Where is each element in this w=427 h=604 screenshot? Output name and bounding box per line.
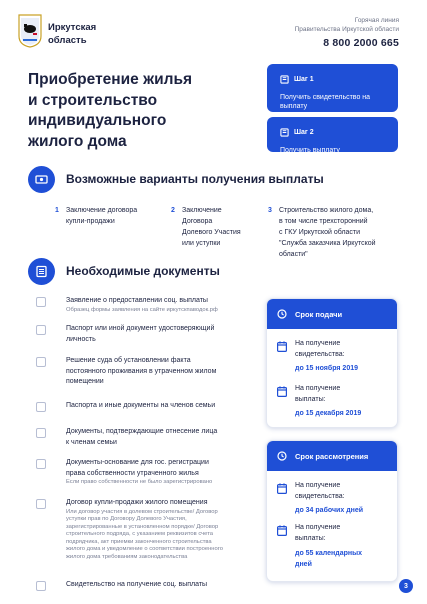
entry-date: до 15 ноября 2019 <box>295 365 358 372</box>
item-subtext: Если право собственности не было зарегистрировано <box>66 479 213 485</box>
item-text <box>66 356 258 388</box>
entry-label <box>295 384 340 405</box>
step-1-badge <box>280 75 314 84</box>
item-line: личность <box>66 335 96 343</box>
entry-line: выплаты: <box>295 534 326 542</box>
item-line: Решение суда об установлении факта <box>66 357 191 364</box>
entry-line: выплаты: <box>295 395 326 403</box>
checkbox[interactable] <box>36 459 46 469</box>
money-icon <box>28 166 55 193</box>
item-subtext: зарегистрированные в установленном порядке/ Договор <box>66 523 219 530</box>
variant-line: в том числе трехсторонний <box>279 218 368 225</box>
step-2-card <box>267 117 398 152</box>
item-subtext: жилого дома и уведомление о соответствии построенного <box>66 546 223 553</box>
item-line: Свидетельство на получение соц. выплаты <box>66 581 208 588</box>
entry-line: свидетельства: <box>295 350 345 358</box>
item-line: Документы, подтверждающие отнесение лица <box>66 428 218 435</box>
step-2-text: Получить выплату <box>280 147 340 154</box>
header <box>0 0 427 58</box>
item-text <box>66 324 258 345</box>
document-list-icon <box>28 258 55 285</box>
variant-text <box>182 205 241 249</box>
item-text <box>66 296 258 314</box>
item-text <box>66 458 258 487</box>
region-line1: Иркутская <box>48 22 97 33</box>
entry-line: На получение <box>295 385 341 392</box>
variant-text <box>279 205 376 260</box>
item-line: Договор купли-продажи жилого помещения <box>66 499 208 506</box>
variant-line: купли-продажи <box>66 218 115 225</box>
deadline-card <box>266 298 398 428</box>
review-card <box>266 440 398 582</box>
checkbox[interactable] <box>36 402 46 412</box>
variant-number: 3 <box>268 207 272 214</box>
entry-date-line: дней <box>295 560 312 568</box>
title-line1: Приобретение жилья <box>28 71 193 88</box>
region-line2: область <box>48 35 87 46</box>
entry-date <box>295 549 362 570</box>
variant-line: Строительство жилого дома, <box>279 207 374 214</box>
title-line3: индивидуального <box>28 112 167 129</box>
item-line: Заявление о предоставлении соц. выплаты <box>66 297 208 304</box>
entry-label <box>295 339 345 360</box>
deadline-card-title: Срок подачи <box>295 309 343 319</box>
calendar-icon <box>277 386 287 397</box>
step-2-badge <box>280 128 314 137</box>
entry-label <box>295 523 340 544</box>
clock-icon <box>277 309 287 319</box>
item-subtext: жилого дома требованиям законодательства <box>66 554 188 561</box>
title-line4: жилого дома <box>28 132 127 150</box>
entry-label <box>295 481 345 502</box>
entry-line: свидетельства: <box>295 492 345 500</box>
checkbox[interactable] <box>36 297 46 307</box>
entry-line: На получение <box>295 482 341 489</box>
item-line: Паспорт или иной документ удостоверяющий <box>66 325 215 332</box>
item-line: права собственности утраченного жилья <box>66 469 199 477</box>
flag-icon <box>280 128 289 137</box>
item-line: постоянного проживания в утраченном жилом <box>66 367 217 375</box>
variant-number: 2 <box>171 207 175 214</box>
item-line: помещении <box>66 378 104 385</box>
variant-line: или уступки <box>182 240 221 247</box>
item-text <box>66 498 258 562</box>
item-line: Документы-основание для гос. регистрации <box>66 459 209 466</box>
step-2-label: Шаг 2 <box>294 129 314 136</box>
documents-title: Необходимые документы <box>66 264 220 278</box>
item-text <box>66 401 258 412</box>
entry-line: На получение <box>295 340 341 347</box>
entry-date: до 34 рабочих дней <box>295 507 364 514</box>
clock-icon <box>277 451 287 461</box>
entry-date-line: до 55 календарных <box>295 550 362 557</box>
title-line2: и строительство <box>28 91 158 109</box>
checkbox[interactable] <box>36 325 46 335</box>
deadline-card-header <box>267 299 397 329</box>
checkbox[interactable] <box>36 428 46 438</box>
step-1-text: Получить свидетельство на выплату <box>280 94 371 110</box>
variant-text <box>66 205 137 227</box>
page-number: 3 <box>399 579 413 593</box>
variant-line: области" <box>279 251 308 258</box>
entry-date: до 15 декабря 2019 <box>295 410 362 417</box>
variants-title: Возможные варианты получения выплаты <box>66 172 324 186</box>
item-subtext: уступки прав по Договору Долевого Участия, <box>66 516 187 523</box>
variant-line: Заключение договора <box>66 207 138 214</box>
hotline <box>295 16 399 49</box>
calendar-icon <box>277 525 287 536</box>
item-subtext: Или договор участия в долевом строительстве/ Договор <box>66 508 218 515</box>
flag-icon <box>280 75 289 84</box>
item-text <box>66 580 258 591</box>
checkbox[interactable] <box>36 357 46 367</box>
step-1-card <box>267 64 398 112</box>
item-subtext: строительного подряда, с указанием реквизитов счета <box>66 531 214 538</box>
review-card-header <box>267 441 397 471</box>
item-subtext: подрядчика, акт приемки законченного строительства <box>66 538 212 545</box>
variant-line: с ГКУ Иркутской области <box>279 229 361 236</box>
page-title <box>28 70 248 152</box>
checkbox[interactable] <box>36 499 46 509</box>
step-1-label: Шаг 1 <box>294 76 314 83</box>
checkbox[interactable] <box>36 581 46 591</box>
variant-line: "Служба заказчика Иркутской <box>279 240 376 247</box>
calendar-icon <box>277 341 287 352</box>
item-line: Паспорта и иные документы на членов семьи <box>66 402 216 409</box>
entry-line: На получение <box>295 524 341 531</box>
item-line: к членам семьи <box>66 438 117 446</box>
hotline-label: Горячая линия <box>354 17 399 24</box>
hotline-org: Правительства Иркутской области <box>294 26 399 33</box>
variant-number: 1 <box>55 207 59 214</box>
variant-line: Заключение <box>182 207 222 214</box>
variant-line: Долевого Участия <box>182 229 241 236</box>
variant-line: Договора <box>182 218 213 225</box>
coat-of-arms-icon <box>18 14 42 48</box>
item-text <box>66 427 258 448</box>
region-name <box>48 21 96 47</box>
calendar-icon <box>277 483 287 494</box>
hotline-phone[interactable]: 8 800 2000 665 <box>323 37 399 49</box>
item-subtext: Образец формы заявления на сайте иркутскпаводок.рф <box>66 306 218 313</box>
review-card-title: Срок рассмотрения <box>295 451 369 461</box>
